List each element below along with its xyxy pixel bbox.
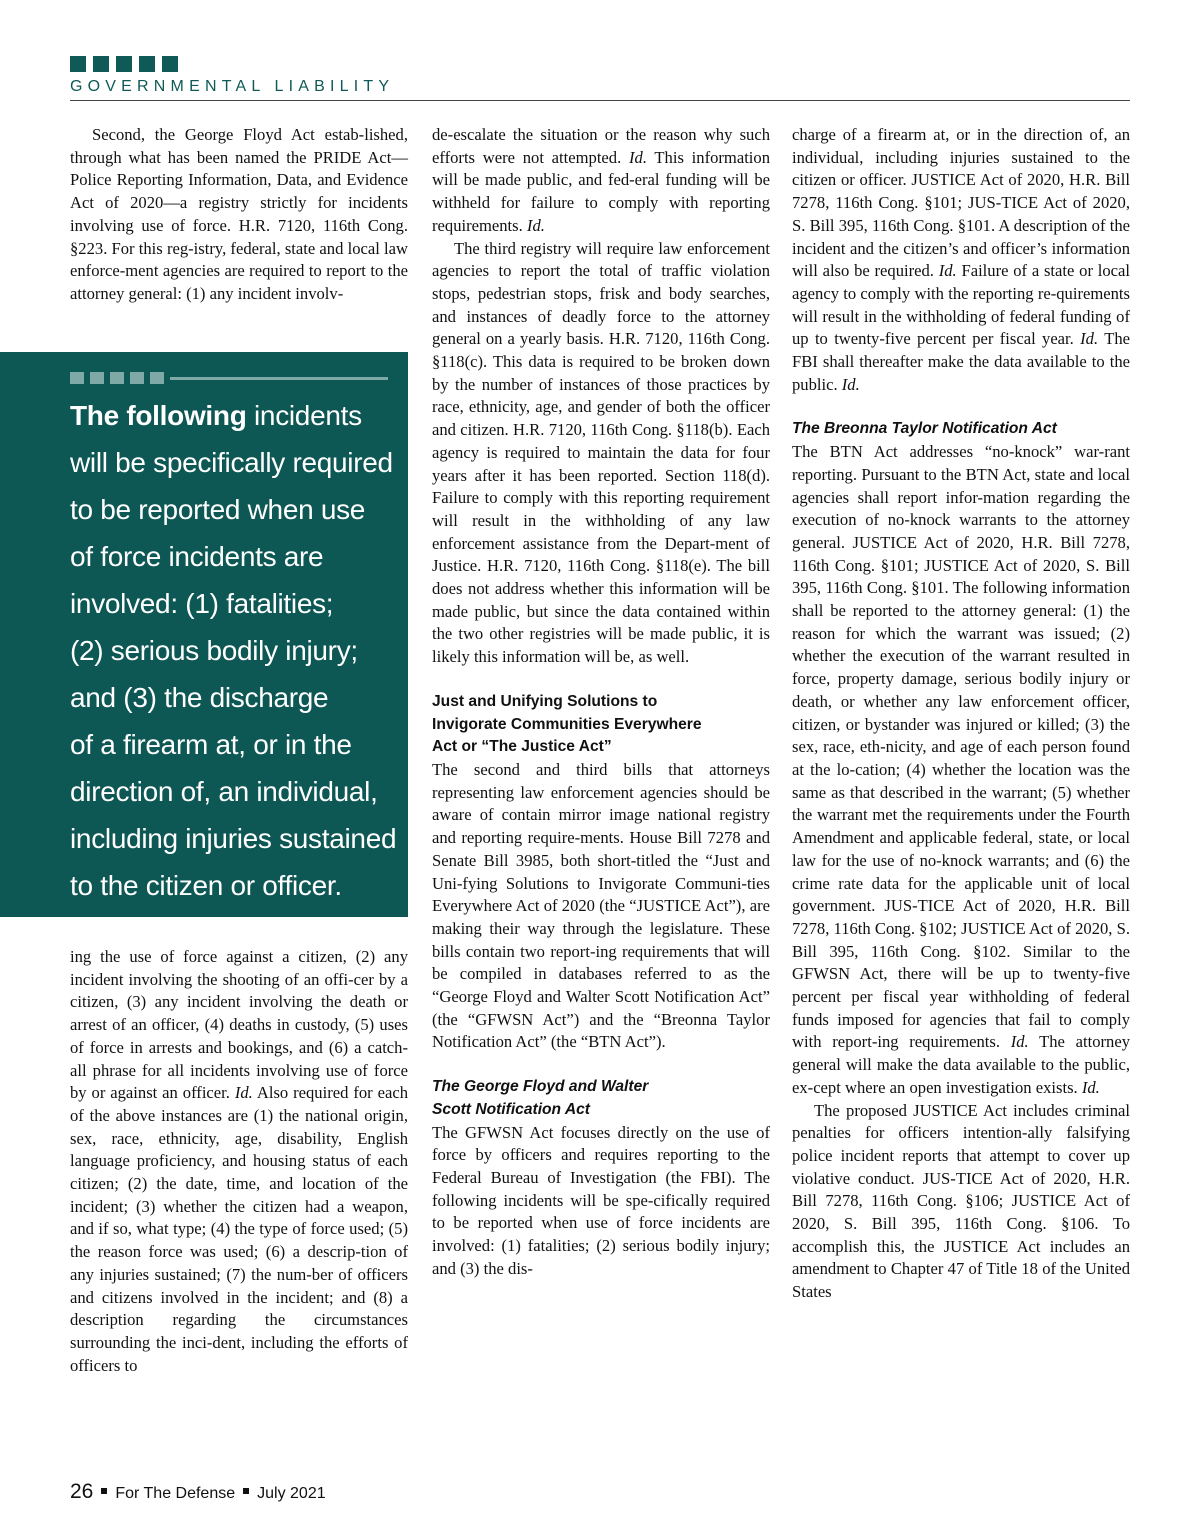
- paragraph: [70, 946, 408, 1377]
- header-rule: [70, 100, 1130, 101]
- pull-quote-squares: [70, 372, 388, 384]
- paragraph: The GFWSN Act focuses directly on the use of force by officers and requires reporting to the Federal Bureau of Investigation (the FBI). The following incidents will be spe-cifically required to be reported when use of force incidents are involved: (1) fatalities; (2) serious bodily injury; and (3) the dis-: [432, 1122, 770, 1278]
- subheading-line: Just and Unifying Solutions to: [432, 692, 658, 710]
- header-squares: [70, 56, 178, 72]
- text-run: Also required for each of the above instances are (1) the national origin, sex, race, ethnicity, age, disability, English language proficiency, and housing status of each citizen; (2) the date, time, and location of the incident; (3) whether the citizen had a weapon, and if so, what type; (4) the type of force used; (5) the reason force was used; (6) a descrip-tion of any injuries sustained; (7) the num-ber of officers and citizens involved in the incident; and (8) a description regarding the circumstances surrounding the inci-dent, including the efforts of officers to: [70, 1083, 408, 1375]
- header-square: [116, 56, 132, 72]
- text-run: charge of a firearm at, or in the direction of, an individual, including injuries sustained to the citizen or officer. JUSTICE Act of 2020, H.R. Bill 7278, 116th Cong. §101; JUS-TICE Act of 2020, S. Bill 395, 116th Cong. §101. A description of the incident and the citizen’s and officer’s information will also be required.: [792, 125, 1130, 281]
- pull-quote-square: [90, 372, 104, 384]
- subheading-line: The George Floyd and Walter: [432, 1078, 649, 1096]
- publication-name: For The Defense: [115, 1485, 236, 1502]
- citation-id: Id.: [938, 261, 957, 281]
- text-run: de-escalate the situation or the reason why such efforts were not attempted.: [432, 125, 770, 167]
- pull-quote-line: including injuries sustained: [70, 823, 397, 854]
- column-1-top: [70, 124, 408, 306]
- citation-id: Id.: [1010, 1032, 1029, 1052]
- page-number: 26: [70, 1480, 94, 1503]
- footer-bullet: [243, 1488, 249, 1494]
- paragraph: [792, 124, 1130, 396]
- subheading-btn-act: The Breonna Taylor Notification Act: [792, 420, 1057, 438]
- citation-id: Id.: [629, 147, 647, 167]
- subheading-line: Scott Notification Act: [432, 1100, 590, 1118]
- text-run: ing the use of force against a citizen, (2) any incident involving the shooting of an offi-cer by a citizen, (3) any incident involving the death or arrest of an officer, (4) deaths in custody, (5) uses of force in arrests and bookings, and (6) a catch-all phrase for all incidents involving use of force by or against an officer.: [70, 947, 408, 1103]
- citation-id: Id.: [234, 1083, 253, 1103]
- page-footer: [70, 1480, 326, 1504]
- pull-quote-square: [150, 372, 164, 384]
- column-2: [432, 124, 770, 1280]
- subheading-line: Invigorate Communities Everywhere: [432, 715, 702, 733]
- pull-quote-square: [70, 372, 84, 384]
- pull-quote-square: [110, 372, 124, 384]
- citation-id: Id.: [1081, 1077, 1100, 1097]
- pull-quote-line: of force incidents are: [70, 541, 324, 572]
- citation-id: Id.: [1080, 329, 1099, 349]
- pull-quote-square: [130, 372, 144, 384]
- column-3: [792, 124, 1130, 1304]
- header-square: [93, 56, 109, 72]
- text-run: The attorney general will make the data available to the public, ex-cept where an open investigation exists.: [792, 1032, 1130, 1097]
- subheading-justice-act: [432, 691, 770, 759]
- pull-quote-line: involved: (1) fatalities;: [70, 588, 334, 619]
- pull-quote-line: and (3) the discharge: [70, 682, 329, 713]
- paragraph: The second and third bills that attorneys representing law enforcement agencies should be aware of contain mirror image national registry and reporting require-ments. House Bill 7278 and Senate Bill 3985, both short-titled the “Just and Uni-fying Solutions to Invigorate Communi-ties Everywhere Act of 2020 (the “JUSTICE Act”), are making their way through the legislature. These bills contain two report-ing requirements that will be compiled in databases referred to as the “George Floyd and Walter Scott Notification Act” (the “GFWSN Act”) and the “Breonna Taylor Notification Act” (the “BTN Act”).: [432, 759, 770, 1052]
- header-square: [139, 56, 155, 72]
- pull-quote-line: to the citizen or officer.: [70, 870, 342, 901]
- text-run: The FBI shall thereafter make the data available to the public.: [792, 329, 1130, 394]
- paragraph: The third registry will require law enforcement agencies to report the total of traffic violation stops, pedestrian stops, frisk and body searches, and instances of deadly force to the attorney general on a yearly basis. H.R. 7120, 116th Cong. §118(c). This data is required to be broken down by the number of instances of those practices by race, ethnicity, age, and gender of both the officer and citizen. H.R. 7120, 116th Cong. §118(b). Each agency is required to maintain the data for four years after it has been reported. Section 118(d). Failure to comply with this reporting requirement will result in the withholding of any law enforcement assistance from the Depart-ment of Justice. H.R. 7120, 116th Cong. §118(e). The bill does not address whether this information will be made public, but since the data contained within the two other registries will be made public, it is likely this information will be, as well.: [432, 238, 770, 667]
- pull-quote-text: [70, 392, 397, 909]
- text-run: Failure of a state or local agency to comply with the reporting re-quirements will result in the withholding of federal funding of up to twenty-five percent per fiscal year.: [792, 261, 1130, 349]
- pull-quote-line: direction of, an individual,: [70, 776, 378, 807]
- paragraph: Second, the George Floyd Act estab-lished, through what has been named the PRIDE Act—Police Reporting Information, Data, and Evidence Act of 2020—a registry strictly for incidents involving use of force. H.R. 7120, 116th Cong. §223. For this reg-istry, federal, state and local law enforce-ment agencies are required to report to the attorney general: (1) any incident involv-: [70, 125, 408, 303]
- paragraph: [432, 124, 770, 238]
- issue-date: July 2021: [257, 1485, 326, 1502]
- header-square: [70, 56, 86, 72]
- section-title: GOVERNMENTAL LIABILITY: [70, 78, 395, 95]
- citation-id: Id.: [841, 374, 860, 394]
- pull-quote: [0, 352, 408, 917]
- paragraph: The proposed JUSTICE Act includes criminal penalties for officers intention-ally falsifying police incident reports that attempt to cover up violative conduct. JUS-TICE Act of 2020, H.R. Bill 7278, 116th Cong. §106; JUSTICE Act of 2020, S. Bill 395, 116th Cong. §106. To accomplish this, the JUSTICE Act includes an amendment to Chapter 47 of Title 18 of the United States: [792, 1100, 1130, 1302]
- pull-quote-lead: The following: [70, 400, 247, 431]
- column-1-bottom: [70, 946, 408, 1377]
- pull-quote-line: to be reported when use: [70, 494, 366, 525]
- subheading-gfwsn-act: [432, 1076, 770, 1121]
- pull-quote-line: of a firearm at, or in the: [70, 729, 352, 760]
- header-square: [162, 56, 178, 72]
- subheading-line: Act or “The Justice Act”: [432, 738, 612, 756]
- pull-quote-line: will be specifically required: [70, 447, 393, 478]
- pull-quote-rule: [170, 377, 388, 380]
- pull-quote-line: [70, 392, 388, 439]
- text-run: The BTN Act addresses “no-knock” war-rant reporting. Pursuant to the BTN Act, state and local agencies shall report infor-mation regarding the execution of no-knock warrants to the attorney general. JUSTICE Act of 2020, H.R. Bill 7278, 116th Cong. §101; JUSTICE Act of 2020, S. Bill 395, 116th Cong. §101. The following information shall be reported to the attorney general: (1) the reason for which the warrant was issued; (2) whether the execution of the warrant resulted in force, property damage, serious bodily injury or death, or whether any law enforcement officer, citizen, or bystander was injured or killed; (3) the sex, race, eth-nicity, and age of each person found at the lo-cation; (4) whether the location was the same as that described in the warrant; (5) whether the warrant met the requirements under the Fourth Amendment and applicable federal, state, or local law for the use of no-knock warrants; and (6) the crime rate data for the applicable unit of local government. JUS-TICE Act of 2020, H.R. Bill 7278, 116th Cong. §102; JUSTICE Act of 2020, S. Bill 395, 116th Cong. §102. Similar to the GFWSN Act, there will be up to twenty-five percent per fiscal year withholding of federal funds imposed for agencies that fail to comply with report-ing requirements.: [792, 442, 1130, 1052]
- citation-id: Id.: [526, 215, 545, 235]
- footer-bullet: [101, 1488, 107, 1494]
- paragraph: [792, 441, 1130, 1099]
- text-run: This information will be made public, and fed-eral funding will be withheld for failure to comply with reporting requirements.: [432, 147, 771, 235]
- pull-quote-line: (2) serious bodily injury;: [70, 635, 358, 666]
- pull-quote-lead-rest: incidents: [246, 400, 362, 431]
